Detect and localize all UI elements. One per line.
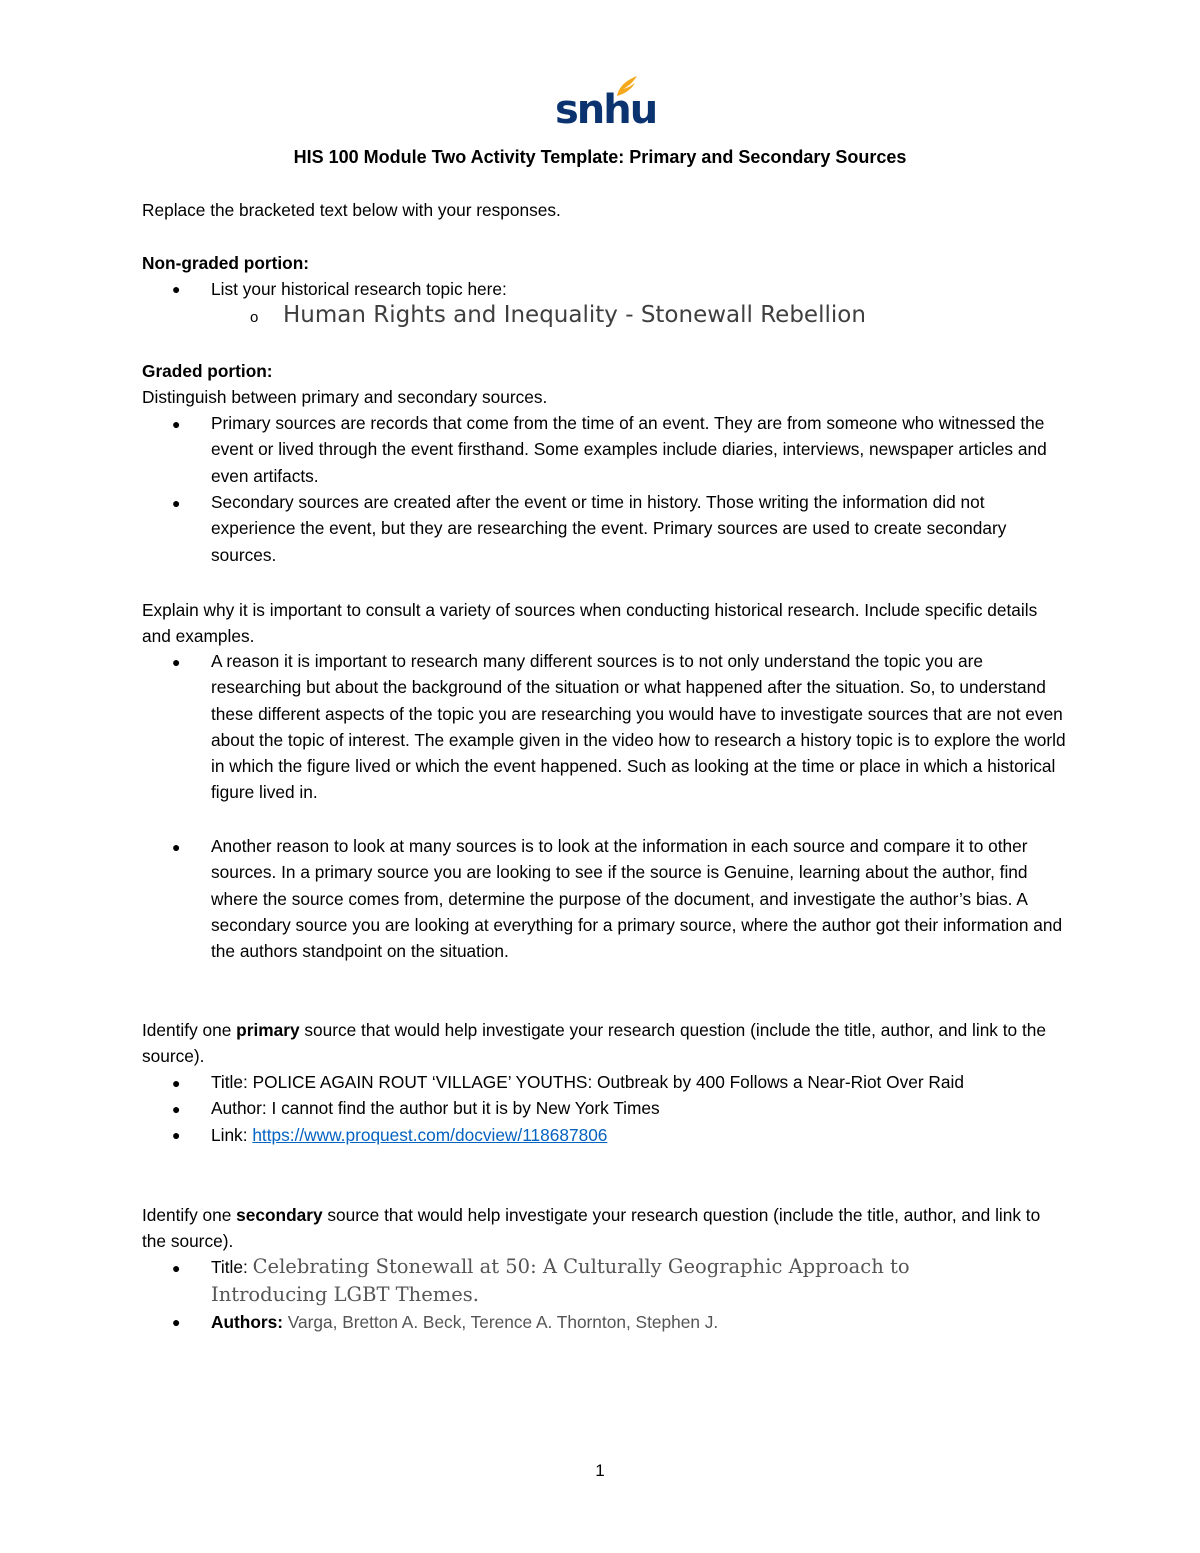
primary-prompt-before: Identify one bbox=[142, 1020, 237, 1040]
logo-wordmark: snhu bbox=[555, 87, 657, 133]
graded-heading: Graded portion: bbox=[142, 361, 273, 381]
secondary-prompt-before: Identify one bbox=[142, 1205, 237, 1225]
sub-bullet-icon: o bbox=[250, 309, 259, 326]
primary-prompt-after: source that would help investigate your research question (include the title, author, and link to the source). bbox=[142, 1020, 1046, 1067]
bullet-icon: ● bbox=[172, 654, 181, 670]
bullet-icon: ● bbox=[172, 1260, 181, 1276]
primary-definition: Primary sources are records that come from the time of an event. They are from someone who witnessed the event or lived through the event firsthand. Some examples include diaries, interviews, newspaper articles and even artifacts. bbox=[211, 413, 1047, 486]
non-graded-heading: Non-graded portion: bbox=[142, 253, 310, 273]
secondary-title-item bbox=[211, 1253, 1011, 1309]
explain-answer-2: Another reason to look at many sources is to look at the information in each source and compare it to other sources. In a primary source you are looking to see if the source is Genuine, learning about the author, find where the source comes from, determine the purpose of the document, and investigate the author’s bias. A secondary source you are looking at everything for a primary source, where the author got their information and the authors standpoint on the situation. bbox=[211, 836, 1063, 962]
secondary-source-prompt bbox=[142, 1202, 1042, 1255]
primary-link-item bbox=[211, 1122, 1071, 1148]
primary-source-link[interactable]: https://www.proquest.com/docview/118687806 bbox=[252, 1125, 608, 1145]
secondary-title-label: Title: bbox=[211, 1257, 253, 1277]
primary-author: I cannot find the author but it is by New York Times bbox=[271, 1098, 660, 1118]
secondary-authors-label: Authors: bbox=[211, 1312, 288, 1332]
distinguish-prompt: Distinguish between primary and secondary sources. bbox=[142, 387, 548, 407]
primary-author-item bbox=[211, 1095, 1071, 1121]
snhu-logo bbox=[555, 74, 657, 133]
bullet-icon: ● bbox=[172, 495, 181, 511]
bullet-icon: ● bbox=[172, 281, 181, 297]
bullet-icon: ● bbox=[172, 1075, 181, 1091]
primary-title: POLICE AGAIN ROUT ‘VILLAGE’ YOUTHS: Outbreak by 400 Follows a Near-Riot Over Raid bbox=[252, 1072, 964, 1092]
secondary-title: Celebrating Stonewall at 50: A Culturally Geographic Approach to Introducing LGBT Themes. bbox=[211, 1255, 910, 1306]
secondary-authors: Varga, Bretton A. Beck, Terence A. Thornton, Stephen J. bbox=[287, 1312, 719, 1332]
secondary-authors-item bbox=[211, 1309, 1071, 1335]
secondary-prompt-bold: secondary bbox=[236, 1205, 323, 1225]
document-title: HIS 100 Module Two Activity Template: Primary and Secondary Sources bbox=[293, 147, 907, 167]
primary-prompt-bold: primary bbox=[236, 1020, 300, 1040]
bullet-icon: ● bbox=[172, 1127, 181, 1143]
explain-prompt: Explain why it is important to consult a variety of sources when conducting historical research. Include specific details and examples. bbox=[142, 600, 1038, 647]
bullet-icon: ● bbox=[172, 1101, 181, 1117]
primary-title-label: Title: bbox=[211, 1072, 253, 1092]
research-topic: Human Rights and Inequality - Stonewall Rebellion bbox=[283, 302, 866, 328]
instructions: Replace the bracketed text below with your responses. bbox=[142, 200, 561, 220]
secondary-prompt-after: source that would help investigate your research question (include the title, author, and link to the source). bbox=[142, 1205, 1041, 1252]
bullet-icon: ● bbox=[172, 416, 181, 432]
bullet-icon: ● bbox=[172, 839, 181, 855]
topic-prompt: List your historical research topic here: bbox=[211, 279, 507, 299]
secondary-definition: Secondary sources are created after the event or time in history. Those writing the information did not experience the event, but they are researching the event. Primary sources are used to create secondary sources. bbox=[211, 492, 1007, 565]
page-number: 1 bbox=[595, 1461, 605, 1480]
primary-title-item bbox=[211, 1069, 1071, 1095]
primary-author-label: Author: bbox=[211, 1098, 272, 1118]
bullet-icon: ● bbox=[172, 1314, 181, 1330]
primary-source-prompt bbox=[142, 1017, 1072, 1070]
explain-answer-1: A reason it is important to research many different sources is to not only understand the topic you are researching but about the background of the situation or what happened after the situation. So, to understand these different aspects of the topic you are researching you would have to investigate sources that are not even about the topic of interest. The example given in the video how to research a history topic is to explore the world in which the figure lived or which the event happened. Such as looking at the time or place in which a historical figure lived in. bbox=[211, 651, 1066, 803]
primary-link-label: Link: bbox=[211, 1125, 253, 1145]
